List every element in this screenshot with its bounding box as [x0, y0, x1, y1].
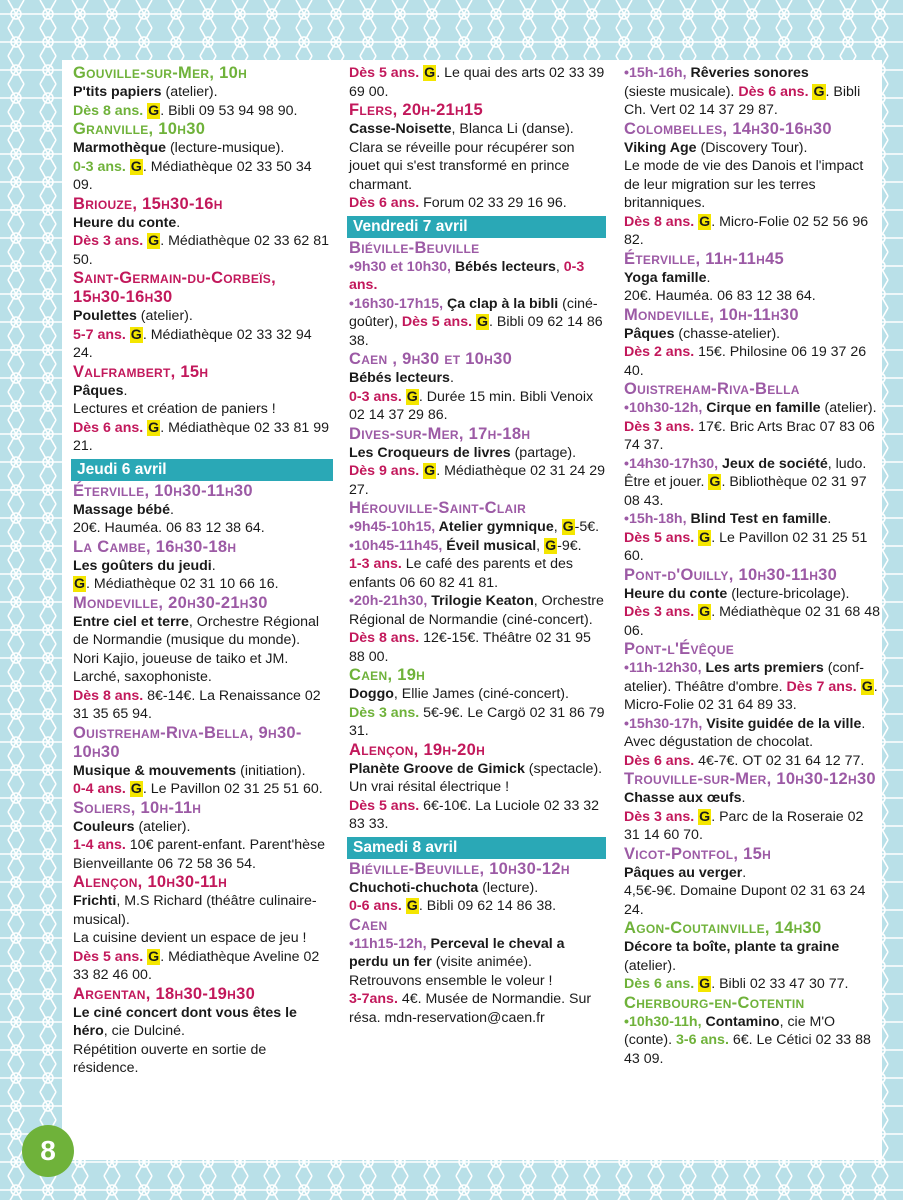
free-badge: G: [148, 102, 160, 119]
event-agon: Agon-Coutainville, 14h30 Décore ta boîte, plante ta graine (atelier). Dès 6 ans. G. Bibli 02 33 47 30 77.: [624, 919, 849, 992]
page-content: [62, 60, 882, 1160]
event-trouville: Trouville-sur-Mer, 10h30-12h30 Chasse aux œufs. Dès 3 ans. G. Parc de la Roseraie 02 31 14 60 70.: [624, 770, 876, 843]
free-badge: G: [699, 529, 711, 546]
event-mondeville-samedi: Mondeville, 10h-11h30 Pâques (chasse-atelier). Dès 2 ans. 15€. Philosine 06 19 37 26 40.: [624, 305, 867, 379]
event-granville: Granville, 10h30 Marmothèque (lecture-musique). 0-3 ans. G. Médiathèque 02 33 50 34 09.: [73, 120, 312, 193]
free-badge: G: [148, 233, 160, 249]
free-badge: G: [406, 898, 418, 914]
event-eterville: Éterville, 10h30-11h30 Massage bébé. 20€. Hauméa. 06 83 12 38 64.: [73, 481, 265, 536]
event-caen-samedi: Caen •11h15-12h, Perceval le cheval a perdu un fer (visite animée). Retrouvons ensemble le voleur ! 3-7ans. 4€. Musée de Normandie. Sur résa. mdn-reservation@caen.fr: [349, 915, 592, 1026]
free-badge: G: [74, 576, 86, 592]
column-2: [349, 64, 606, 1027]
free-badge: G: [130, 326, 142, 343]
free-badge: G: [424, 65, 436, 81]
event-ouistreham: Ouistreham-Riva-Bella, 9h30-10h30 Musique & mouvements (initiation). 0-4 ans. G. Le Pavillon 02 31 25 51 60.: [73, 723, 323, 797]
event-pont-douilly: Pont-d'Ouilly, 10h30-11h30 Heure du conte (lecture-bricolage). Dès 3 ans. G. Médiathèque 02 31 68 48 06.: [624, 565, 881, 639]
event-briouze: Briouze, 15h30-16h Heure du conte. Dès 3 ans. G. Médiathèque 02 33 62 81 50.: [73, 194, 330, 268]
free-badge: G: [813, 83, 825, 100]
free-badge: G: [130, 781, 142, 797]
event-bieville-samedi: Biéville-Beuville, 10h30-12h Chuchoti-chuchota (lecture). 0-6 ans. G. Bibli 09 62 14 86 38.: [349, 859, 570, 914]
free-badge: G: [424, 463, 436, 479]
event-colombelles: Colombelles, 14h30-16h30 Viking Age (Discovery Tour). Le mode de vie des Danois et l'impact de leur migration sur les terres britanniques. Dès 8 ans. G. Micro-Folie 02 52 56 96 82.: [624, 119, 869, 248]
free-badge: G: [148, 948, 160, 965]
event-continued: Dès 5 ans. G. Le quai des arts 02 33 39 69 00.: [349, 65, 605, 100]
event-caen: Caen , 9h30 et 10h30 Bébés lecteurs. 0-3 ans. G. Durée 15 min. Bibli Venoix 02 14 37 29 86.: [349, 350, 594, 423]
event-pont-leveque: Pont-l'Évêque •11h-12h30, Les arts premiers (conf-atelier). Théâtre d'ombre. Dès 7 ans. G. Micro-Folie 02 31 64 89 33. •15h30-17h, Visite guidée de la ville. Avec dégustation de chocolat. Dès 6 ans. 4€-7€. OT 02 31 64 12 77.: [624, 640, 878, 769]
free-badge: G: [148, 419, 160, 436]
free-badge: G: [699, 976, 711, 992]
free-badge: G: [709, 474, 721, 490]
free-badge: G: [130, 158, 142, 175]
free-badge: G: [545, 537, 557, 554]
event-place: Gouville-sur-Mer, 10h: [73, 64, 248, 82]
event-soliers: Soliers, 10h-11h Couleurs (atelier). 1-4 ans. 10€ parent-enfant. Parent'hèse Bienveillante 06 72 58 36 54.: [73, 798, 325, 872]
free-badge: G: [406, 388, 418, 405]
event-saint-germain: Saint-Germain-du-Corbeïs, 15h30-16h30 Poulettes (atelier). 5-7 ans. G. Médiathèque 02 33 32 94 24.: [73, 269, 312, 361]
event-mondeville: Mondeville, 20h30-21h30 Entre ciel et terre, Orchestre Régional de Normandie (musique du monde). Nori Kajio, joueuse de taiko et JM. Larché, saxophoniste. Dès 8 ans. 8€-14€. La Renaissance 02 31 35 65 94.: [73, 593, 321, 722]
event-flers: Flers, 20h-21h15 Casse-Noisette, Blanca Li (danse). Clara se réveille pour récupérer son jouet qui s'est transformé en prince charmant. Dès 6 ans. Forum 02 33 29 16 96.: [349, 101, 575, 211]
free-badge: G: [861, 678, 873, 695]
event-cherbourg: Cherbourg-en-Cotentin •10h30-11h, Contamino, cie M'O (conte). 3-6 ans. 6€. Le Cétici 02 33 88 43 09.: [624, 993, 871, 1067]
event-vicot: Vicot-Pontfol, 15h Pâques au verger. 4,5€-9€. Domaine Dupont 02 31 63 24 24.: [624, 844, 866, 918]
event-la-cambe: La Cambe, 16h30-18h Les goûters du jeudi. G. Médiathèque 02 31 10 66 16.: [73, 537, 279, 592]
free-badge: G: [699, 604, 711, 620]
free-badge: G: [562, 519, 574, 535]
event-gouville: Gouville-sur-Mer, 10h P'tits papiers (atelier). Dès 8 ans. G. Bibli 09 53 94 98 90.: [73, 64, 333, 120]
event-reveries: •15h-16h, Rêveries sonores (sieste musicale). Dès 6 ans. G. Bibli Ch. Vert 02 14 37 29 87.: [624, 65, 861, 118]
free-badge: G: [699, 213, 711, 230]
day-header-vendredi: Vendredi 7 avril: [347, 216, 606, 238]
event-caen-19h: Caen, 19h Doggo, Ellie James (ciné-concert). Dès 3 ans. 5€-9€. Le Cargö 02 31 86 79 31.: [349, 666, 605, 739]
free-badge: G: [699, 808, 711, 825]
event-eterville-samedi: Éterville, 11h-11h45 Yoga famille. 20€. Hauméa. 06 83 12 38 64.: [624, 249, 816, 304]
event-alencon-2: Alençon, 19h-20h Planète Groove de Gimick (spectacle). Un vrai résital électrique ! Dès 5 ans. 6€-10€. La Luciole 02 33 32 83 33.: [349, 740, 603, 832]
event-bieville: Biéville-Beuville •9h30 et 10h30, Bébés lecteurs, 0-3 ans. •16h30-17h15, Ça clap à la bibli (ciné-goûter), Dès 5 ans. G. Bibli 09 62 14 86 38.: [349, 238, 603, 349]
event-herouville: Hérouville-Saint-Clair •9h45-10h15, Atelier gymnique, G-5€. •10h45-11h45, Éveil musical, G-9€. 1-3 ans. Le café des parents et des enfants 06 60 82 41 81. •20h-21h30, Trilogie Keaton, Orchestre Régional de Normandie (ciné-concert). Dès 8 ans. 12€-15€. Théâtre 02 31 95 88 00.: [349, 499, 604, 665]
event-ouistreham-samedi: Ouistreham-Riva-Bella •10h30-12h, Cirque en famille (atelier). Dès 3 ans. 17€. Bric Arts Brac 07 83 06 74 37. •14h30-17h30, Jeux de société, ludo. Être et jouer. G. Bibliothèque 02 31 97 08 43. •15h-18h, Blind Test en famille. Dès 5 ans. G. Le Pavillon 02 31 25 51 60.: [624, 380, 877, 564]
event-dives: Dives-sur-Mer, 17h-18h Les Croqueurs de livres (partage). Dès 9 ans. G. Médiathèque 02 31 24 29 27.: [349, 424, 606, 498]
free-badge: G: [477, 314, 489, 330]
day-header-jeudi: Jeudi 6 avril: [71, 459, 333, 481]
event-argentan: Argentan, 18h30-19h30 Le ciné concert dont vous êtes le héro, cie Dulciné. Répétition ouverte en sortie de résidence.: [73, 984, 297, 1076]
column-3: [624, 64, 882, 1068]
event-valframbert: Valframbert, 15h Pâques. Lectures et création de paniers ! Dès 6 ans. G. Médiathèque 02 33 81 99 21.: [73, 362, 330, 454]
column-1: [73, 64, 333, 1078]
day-header-samedi: Samedi 8 avril: [347, 837, 606, 859]
page-number: 8: [22, 1125, 74, 1177]
event-alencon: Alençon, 10h30-11h Frichti, M.S Richard (théâtre culinaire-musical). La cuisine devient un espace de jeu ! Dès 5 ans. G. Médiathèque Aveline 02 33 82 46 00.: [73, 873, 320, 983]
